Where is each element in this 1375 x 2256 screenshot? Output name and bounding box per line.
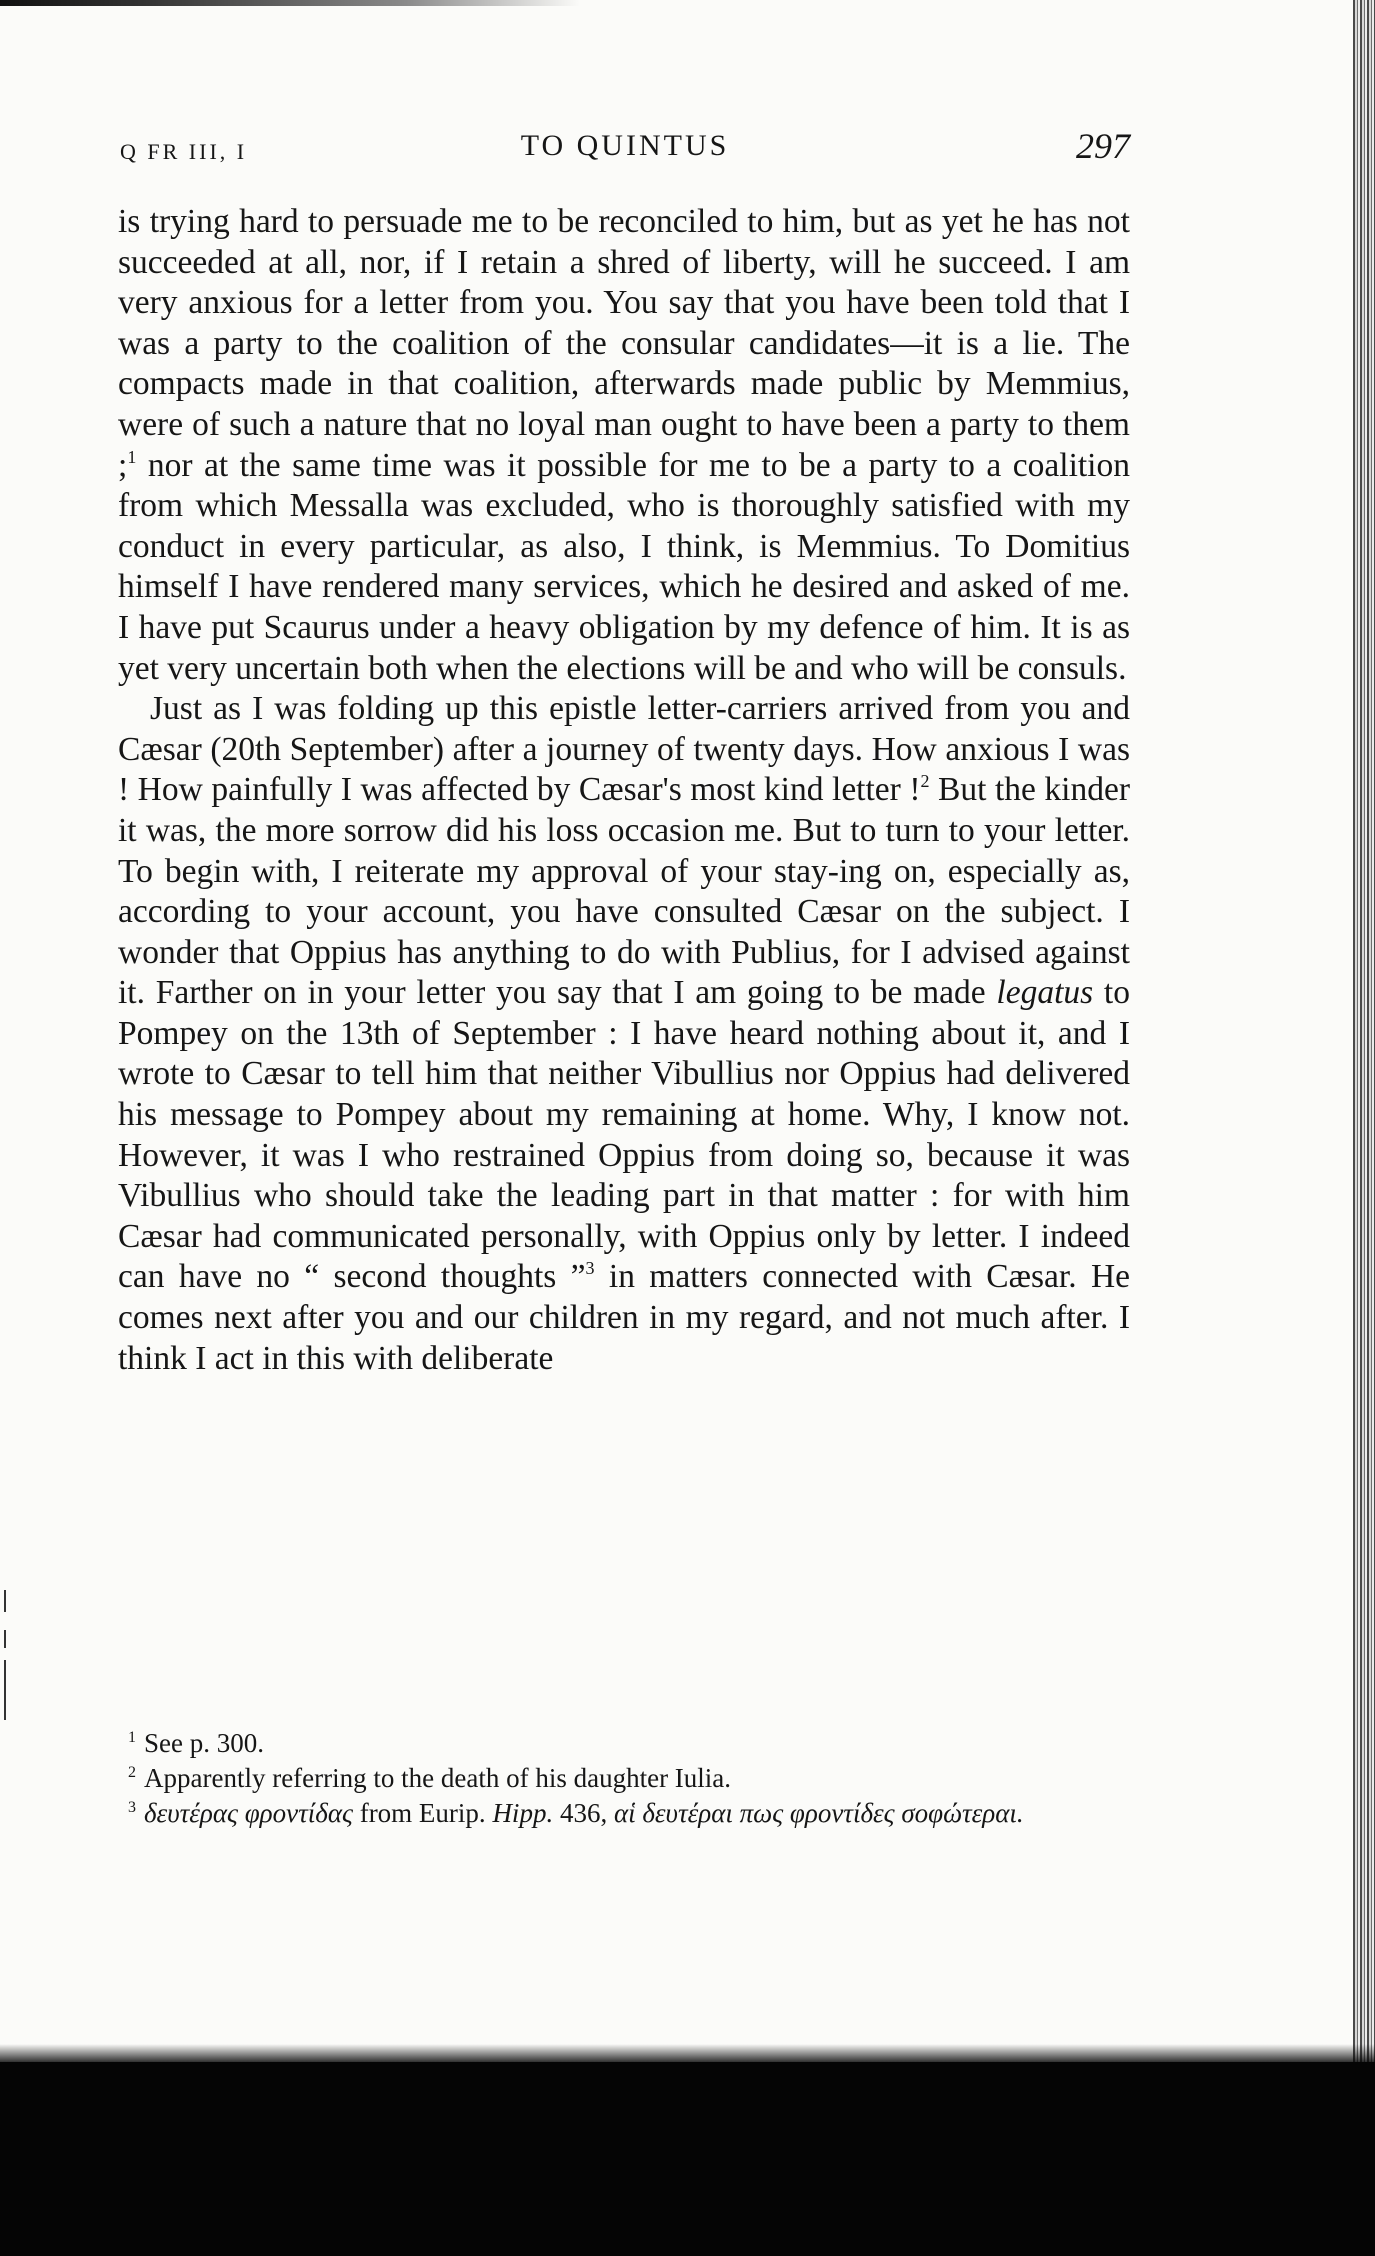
footnote-2-mark: 2 <box>128 1764 136 1781</box>
margin-marks <box>4 1590 10 1750</box>
page-edge <box>1353 0 1375 2080</box>
footnote-1-mark: 1 <box>128 1729 136 1746</box>
footnote-3-text-2: 436, <box>553 1798 614 1828</box>
footnote-3-greek-2: αἱ δευτέραι πως φροντίδες σοφώτεραι. <box>613 1798 1024 1828</box>
footnote-2 <box>118 1758 1130 1793</box>
paragraph-2-part-c: to Pompey on the 13th of September : I have heard nothing about it, and I wrote to Cæsar to tell him that neither Vibullius nor Oppius had delivered his message to Pompey about my remaining at home. Why, I know not. However, it was I who restrained Oppius from doing so, because it was Vibullius who should take the leading part in that matter : for with him Cæsar had communicated personally, with Oppius only by letter. I indeed can have no “ second thoughts ” <box>118 974 1130 1296</box>
footnote-2-text: Apparently referring to the death of his daughter Iulia. <box>144 1763 732 1793</box>
footnotes <box>118 1723 1130 1828</box>
page-title: TO QUINTUS <box>520 129 730 162</box>
footnote-ref-2: 2 <box>920 771 930 792</box>
paragraph-1 <box>118 202 1130 689</box>
footnote-1 <box>118 1723 1130 1758</box>
paragraph-2-part-d: in matters connected with Cæsar. He comes next after you and our children in my regard, and not much after. I think I act in this with deliberate <box>118 1258 1131 1377</box>
footnote-3-mark: 3 <box>128 1799 136 1816</box>
page-number: 297 <box>1076 126 1130 166</box>
section-reference: Q FR III, I <box>120 139 248 164</box>
scan-background <box>0 2062 1375 2256</box>
paragraph-2 <box>118 689 1130 1379</box>
paragraph-2-part-b: But the kinder it was, the more sorrow did his loss occasion me. But to turn to your letter. To begin with, I reiterate my approval of your stay-ing on, especially as, according to your account, you have consulted Cæsar on the subject. I wonder that Oppius has anything to do with Publius, for I advised against it. Farther on in your letter you say that I am going to be made <box>118 771 1130 1012</box>
footnote-ref-3: 3 <box>585 1258 595 1279</box>
footnote-3-greek-1: δευτέρας φροντίδας <box>144 1798 353 1828</box>
top-edge-shadow <box>0 0 580 6</box>
running-head <box>120 125 1130 175</box>
footnote-3-hipp: Hipp. <box>492 1798 554 1828</box>
paragraph-1-part-b: nor at the same time was it possible for me to be a party to a coalition from which Messalla was excluded, who is thoroughly satisfied with my conduct in every particular, as also, I think, is Memmius. To Domitius himself I have rendered many services, which he desired and asked of me. I have put Scaurus under a heavy obligation by my defence of him. It is as yet very uncertain both when the elections will be and who will be consuls. <box>118 446 1130 687</box>
footnote-ref-1: 1 <box>127 446 137 467</box>
legatus-term: legatus <box>996 974 1094 1012</box>
main-text <box>118 202 1130 1379</box>
paragraph-2-part-a: Just as I was folding up this epistle letter-carriers arrived from you and Cæsar (20th September) after a journey of twenty days. How anxious I was ! How painfully I was affected by Cæsar's most kind letter ! <box>118 690 1130 809</box>
footnote-3-text-1: from Eurip. <box>352 1798 493 1828</box>
paragraph-1-part-a: is trying hard to persuade me to be reconciled to him, but as yet he has not succeeded at all, nor, if I retain a shred of liberty, will he succeed. I am very anxious for a letter from you. You say that you have been told that I was a party to the coalition of the consular candidates—it is a lie. The compacts made in that coalition, afterwards made public by Memmius, were of such a nature that no loyal man ought to have been a party to them ; <box>118 203 1130 484</box>
footnote-1-text: See p. 300. <box>144 1728 264 1758</box>
footnote-3 <box>118 1793 1130 1828</box>
